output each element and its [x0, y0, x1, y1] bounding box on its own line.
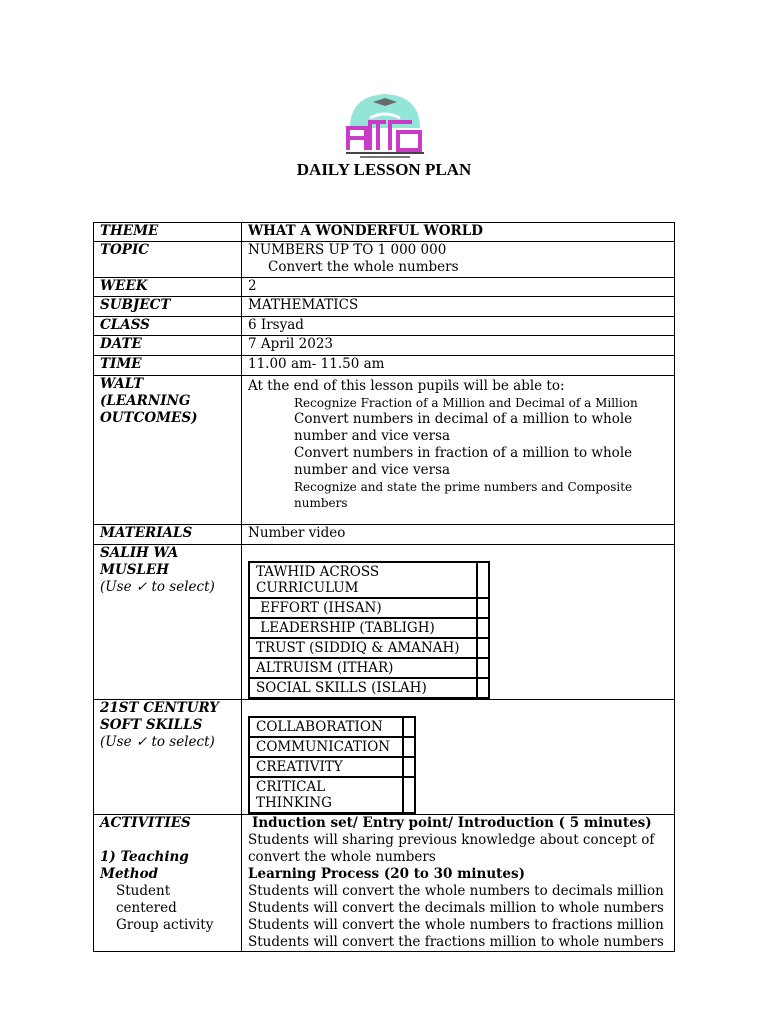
- topic-line2: Convert the whole numbers: [268, 259, 459, 275]
- soft-skills-value: [242, 700, 675, 815]
- salih-option-label: ALTRUISM (ITHAR): [249, 658, 477, 678]
- topic-value: [242, 242, 675, 278]
- salih-option-label: TRUST (SIDDIQ & AMANAH): [249, 638, 477, 658]
- soft-skills-label-line1: 21ST CENTURY: [100, 700, 219, 716]
- class-value: 6 Irsyad: [242, 317, 675, 336]
- date-value: 7 April 2023: [242, 336, 675, 356]
- walt-intro: At the end of this lesson pupils will be able to:: [248, 378, 565, 394]
- teaching-method-line2: Method: [100, 866, 159, 882]
- time-value: 11.00 am- 11.50 am: [242, 356, 675, 376]
- salih-checkbox[interactable]: [477, 678, 489, 698]
- method-item: Group activity: [116, 917, 214, 933]
- salih-checkbox[interactable]: [477, 658, 489, 678]
- soft-skills-label: [94, 700, 242, 815]
- salih-checkbox[interactable]: [477, 618, 489, 638]
- topic-line1: NUMBERS UP TO 1 000 000: [248, 242, 447, 258]
- salih-option-label: LEADERSHIP (TABLIGH): [249, 618, 477, 638]
- walt-value: [242, 376, 675, 525]
- soft-skill-label: CREATIVITY: [249, 757, 403, 777]
- materials-value: Number video: [242, 525, 675, 545]
- walt-item: Recognize and state the prime numbers and Composite numbers: [294, 480, 633, 510]
- soft-skill-checkbox[interactable]: [403, 757, 415, 777]
- learning-process-heading: Learning Process (20 to 30 minutes): [248, 866, 525, 882]
- theme-value: WHAT A WONDERFUL WORLD: [242, 223, 675, 242]
- soft-skill-label: COMMUNICATION: [249, 737, 403, 757]
- salih-option-row: [249, 678, 489, 698]
- salih-value: [242, 545, 675, 700]
- salih-option-label: SOCIAL SKILLS (ISLAH): [249, 678, 477, 698]
- salih-hint: (Use ✓ to select): [100, 579, 215, 595]
- soft-skill-checkbox[interactable]: [403, 737, 415, 757]
- activities-title: ACTIVITIES: [100, 815, 191, 831]
- method-item: Student: [116, 883, 171, 899]
- materials-label: MATERIALS: [94, 525, 242, 545]
- walt-item: Convert numbers in decimal of a million to whole number and vice versa: [294, 411, 633, 444]
- teaching-method-line1: 1) Teaching: [100, 849, 189, 865]
- salih-option-label: EFFORT (IHSAN): [249, 598, 477, 618]
- salih-label-line2: MUSLEH: [100, 562, 170, 578]
- method-item: centered: [116, 900, 177, 916]
- activities-value: [242, 815, 675, 952]
- induction-text: Students will sharing previous knowledge about concept of convert the whole numbers: [248, 832, 655, 865]
- week-value: 2: [242, 278, 675, 297]
- learning-step: Students will convert the fractions million to whole numbers: [248, 934, 664, 950]
- salih-options-table: [248, 561, 490, 699]
- soft-skills-options-table: [248, 716, 416, 814]
- salih-label-line1: SALIH WA: [100, 545, 179, 561]
- theme-label: THEME: [94, 223, 242, 242]
- salih-option-row: [249, 658, 489, 678]
- salih-checkbox[interactable]: [477, 598, 489, 618]
- walt-item: Recognize Fraction of a Million and Decimal of a Million: [294, 396, 638, 410]
- topic-label: TOPIC: [94, 242, 242, 278]
- soft-skills-label-line2: SOFT SKILLS: [100, 717, 203, 733]
- soft-skill-checkbox[interactable]: [403, 777, 415, 813]
- subject-value: MATHEMATICS: [242, 297, 675, 317]
- learning-step: Students will convert the whole numbers to fractions million: [248, 917, 664, 933]
- soft-skill-row: [249, 737, 415, 757]
- salih-option-row: [249, 598, 489, 618]
- subject-label: SUBJECT: [94, 297, 242, 317]
- learning-step: Students will convert the decimals million to whole numbers: [248, 900, 664, 916]
- soft-skill-row: [249, 717, 415, 737]
- soft-skill-label: COLLABORATION: [249, 717, 403, 737]
- salih-option-row: [249, 562, 489, 598]
- lesson-plan-table: [93, 222, 675, 952]
- soft-skill-row: [249, 757, 415, 777]
- page-title: DAILY LESSON PLAN: [296, 160, 472, 179]
- soft-skill-checkbox[interactable]: [403, 717, 415, 737]
- salih-option-row: [249, 638, 489, 658]
- soft-skills-hint: (Use ✓ to select): [100, 734, 215, 750]
- salih-label: [94, 545, 242, 700]
- learning-step: Students will convert the whole numbers to decimals million: [248, 883, 664, 899]
- class-label: CLASS: [94, 317, 242, 336]
- salih-option-label: TAWHID ACROSS CURRICULUM: [249, 562, 477, 598]
- time-label: TIME: [94, 356, 242, 376]
- walt-item: Convert numbers in fraction of a million to whole number and vice versa: [294, 445, 633, 478]
- soft-skill-row: [249, 777, 415, 813]
- walt-label: [94, 376, 242, 525]
- induction-heading: Induction set/ Entry point/ Introduction ( 5 minutes): [252, 815, 652, 831]
- walt-label-line1: WALT: [100, 376, 144, 392]
- walt-label-line2: (LEARNING: [100, 393, 191, 409]
- date-label: DATE: [94, 336, 242, 356]
- school-logo: [340, 88, 430, 160]
- salih-option-row: [249, 618, 489, 638]
- salih-checkbox[interactable]: [477, 562, 489, 598]
- activities-label: [94, 815, 242, 952]
- soft-skill-label: CRITICAL THINKING: [249, 777, 403, 813]
- walt-label-line3: OUTCOMES): [100, 410, 198, 426]
- week-label: WEEK: [94, 278, 242, 297]
- salih-checkbox[interactable]: [477, 638, 489, 658]
